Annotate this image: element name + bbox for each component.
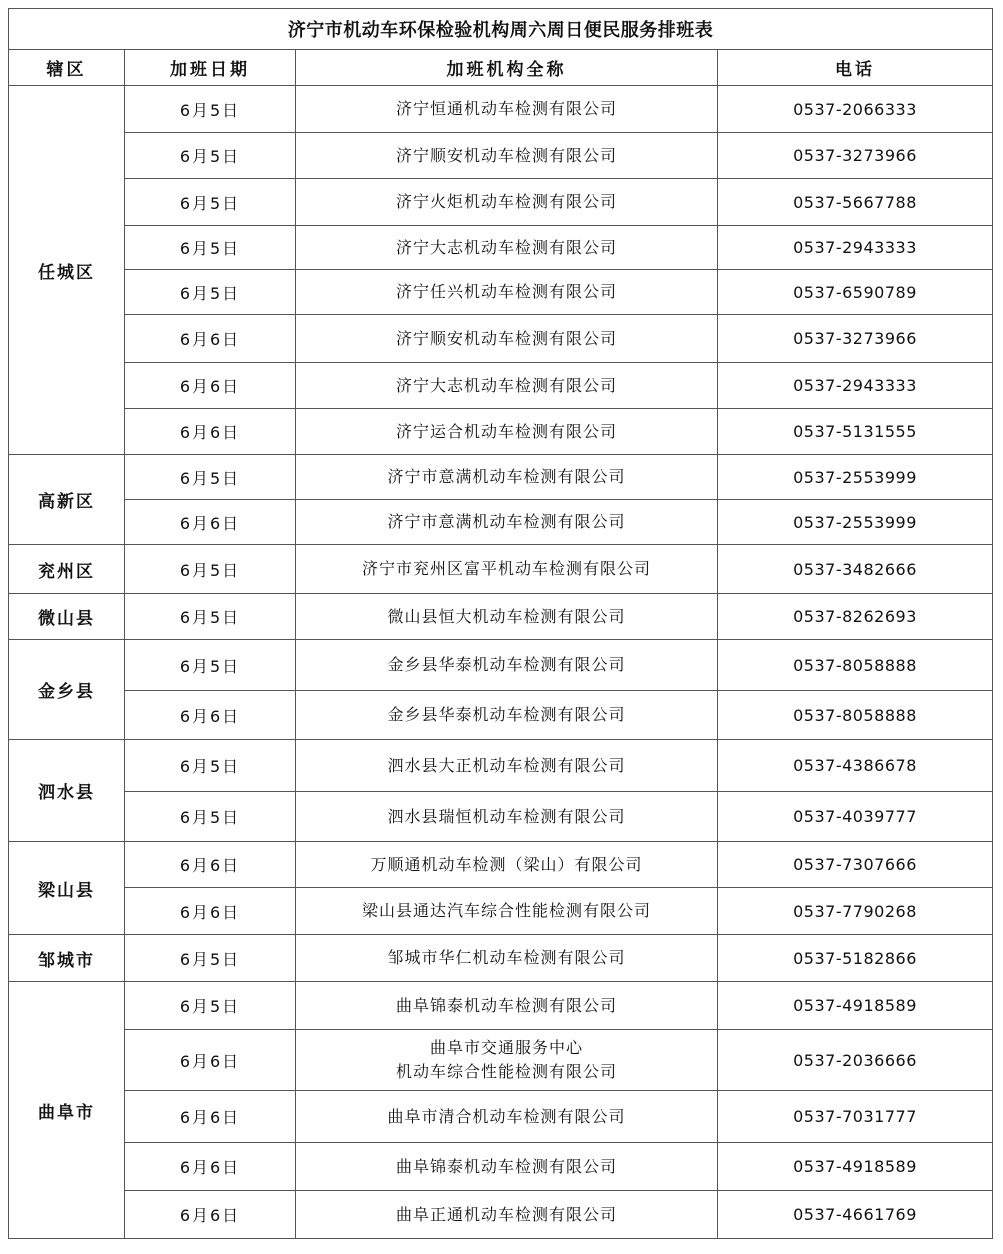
organization-name-line: 金乡县华泰机动车检测有限公司: [387, 705, 626, 724]
organization-cell: [296, 740, 718, 792]
organization-cell: [296, 640, 718, 691]
phone-cell: 0537-4661769: [718, 1191, 993, 1239]
organization-name-line: 济宁市意满机动车检测有限公司: [387, 512, 626, 531]
table-row: [9, 594, 993, 640]
table-title: 济宁市机动车环保检验机构周六周日便民服务排班表: [9, 9, 993, 50]
organization-cell: [296, 842, 718, 888]
table-row: [9, 691, 993, 740]
organization-cell: [296, 1143, 718, 1191]
title-row: [9, 9, 993, 50]
table-row: [9, 133, 993, 179]
date-cell: 6月5日: [125, 226, 296, 270]
organization-name-line: 万顺通机动车检测（梁山）有限公司: [370, 854, 643, 874]
organization-name-line: 济宁顺安机动车检测有限公司: [395, 328, 617, 348]
date-cell: 6月6日: [125, 691, 296, 740]
date-cell: 6月6日: [125, 363, 296, 409]
phone-cell: 0537-3482666: [718, 545, 993, 594]
organization-cell: [296, 594, 718, 640]
organization-cell: [296, 1191, 718, 1239]
district-cell: 泗水县: [9, 740, 125, 842]
organization-cell: [296, 409, 718, 455]
district-cell: 兖州区: [9, 545, 125, 594]
table-row: [9, 982, 993, 1030]
table-row: [9, 1191, 993, 1239]
district-cell: 金乡县: [9, 640, 125, 740]
date-cell: 6月6日: [125, 1030, 296, 1091]
district-cell: 高新区: [9, 455, 125, 545]
table-row: [9, 86, 993, 133]
date-cell: 6月5日: [125, 133, 296, 179]
phone-cell: 0537-2943333: [718, 363, 993, 409]
organization-name-line: 泗水县瑞恒机动车检测有限公司: [387, 806, 626, 826]
phone-cell: 0537-4918589: [718, 982, 993, 1030]
organization-name-line: 金乡县华泰机动车检测有限公司: [387, 655, 626, 674]
table-row: [9, 315, 993, 363]
date-cell: 6月5日: [125, 455, 296, 500]
organization-name-line: 曲阜市清合机动车检测有限公司: [387, 1106, 626, 1126]
date-cell: 6月6日: [125, 1091, 296, 1143]
table-row: [9, 226, 993, 270]
organization-cell: [296, 1030, 718, 1091]
phone-cell: 0537-7031777: [718, 1091, 993, 1143]
phone-cell: 0537-8262693: [718, 594, 993, 640]
phone-cell: 0537-2943333: [718, 226, 993, 270]
header-date: 加班日期: [125, 50, 296, 86]
organization-name-line: 泗水县大正机动车检测有限公司: [387, 755, 626, 775]
date-cell: 6月5日: [125, 270, 296, 315]
organization-name-line: 济宁顺安机动车检测有限公司: [395, 145, 617, 165]
organization-name-line: 邹城市华仁机动车检测有限公司: [387, 948, 626, 967]
organization-name-line: 曲阜锦泰机动车检测有限公司: [395, 1156, 617, 1176]
district-cell: 梁山县: [9, 842, 125, 935]
table-row: [9, 545, 993, 594]
organization-cell: [296, 935, 718, 982]
organization-name-line: 微山县恒大机动车检测有限公司: [387, 606, 626, 626]
header-phone: 电话: [718, 50, 993, 86]
district-cell: 任城区: [9, 86, 125, 455]
phone-cell: 0537-7790268: [718, 888, 993, 935]
phone-cell: 0537-5182866: [718, 935, 993, 982]
organization-name-line: 济宁大志机动车检测有限公司: [395, 375, 617, 395]
date-cell: 6月5日: [125, 640, 296, 691]
table-row: [9, 935, 993, 982]
organization-cell: [296, 500, 718, 545]
table-row: [9, 500, 993, 545]
table-row: [9, 455, 993, 500]
district-cell: 邹城市: [9, 935, 125, 982]
table-row: [9, 888, 993, 935]
header-row: [9, 50, 993, 86]
date-cell: 6月5日: [125, 545, 296, 594]
date-cell: 6月5日: [125, 179, 296, 226]
organization-cell: [296, 86, 718, 133]
date-cell: 6月5日: [125, 594, 296, 640]
organization-cell: [296, 455, 718, 500]
phone-cell: 0537-5667788: [718, 179, 993, 226]
table-row: [9, 363, 993, 409]
organization-cell: [296, 1091, 718, 1143]
phone-cell: 0537-4039777: [718, 792, 993, 842]
phone-cell: 0537-4918589: [718, 1143, 993, 1191]
organization-name-line: 济宁市意满机动车检测有限公司: [387, 467, 626, 486]
schedule-body: [9, 86, 993, 1239]
organization-name-line: 曲阜市交通服务中心: [429, 1038, 583, 1057]
organization-name-line: 曲阜锦泰机动车检测有限公司: [395, 995, 617, 1015]
organization-name-line: 济宁火炬机动车检测有限公司: [395, 192, 617, 211]
phone-cell: 0537-3273966: [718, 133, 993, 179]
date-cell: 6月5日: [125, 740, 296, 792]
organization-name-line: 济宁任兴机动车检测有限公司: [395, 282, 617, 301]
organization-name-line: 梁山县通达汽车综合性能检测有限公司: [361, 901, 651, 920]
phone-cell: 0537-2036666: [718, 1030, 993, 1091]
table-row: [9, 1030, 993, 1091]
organization-cell: [296, 315, 718, 363]
header-organization: 加班机构全称: [296, 50, 718, 86]
table-row: [9, 792, 993, 842]
table-row: [9, 740, 993, 792]
district-cell: 微山县: [9, 594, 125, 640]
phone-cell: 0537-7307666: [718, 842, 993, 888]
organization-cell: [296, 133, 718, 179]
phone-cell: 0537-2066333: [718, 86, 993, 133]
date-cell: 6月6日: [125, 409, 296, 455]
date-cell: 6月5日: [125, 792, 296, 842]
organization-cell: [296, 226, 718, 270]
organization-name-line: 济宁运合机动车检测有限公司: [395, 421, 617, 441]
date-cell: 6月6日: [125, 1143, 296, 1191]
phone-cell: 0537-8058888: [718, 640, 993, 691]
phone-cell: 0537-2553999: [718, 500, 993, 545]
organization-name-line: 济宁市兖州区富平机动车检测有限公司: [361, 559, 651, 578]
table-row: [9, 1091, 993, 1143]
organization-cell: [296, 792, 718, 842]
header-district: 辖区: [9, 50, 125, 86]
organization-cell: [296, 363, 718, 409]
organization-name-line: 济宁大志机动车检测有限公司: [395, 237, 617, 257]
organization-name-line: 机动车综合性能检测有限公司: [395, 1062, 617, 1081]
organization-name-line: 济宁恒通机动车检测有限公司: [395, 99, 617, 118]
organization-cell: [296, 691, 718, 740]
organization-cell: [296, 545, 718, 594]
district-cell: 曲阜市: [9, 982, 125, 1239]
organization-name-line: 曲阜正通机动车检测有限公司: [395, 1204, 617, 1224]
phone-cell: 0537-6590789: [718, 270, 993, 315]
date-cell: 6月6日: [125, 315, 296, 363]
table-row: [9, 842, 993, 888]
date-cell: 6月6日: [125, 842, 296, 888]
date-cell: 6月6日: [125, 888, 296, 935]
organization-cell: [296, 982, 718, 1030]
phone-cell: 0537-2553999: [718, 455, 993, 500]
phone-cell: 0537-4386678: [718, 740, 993, 792]
date-cell: 6月5日: [125, 935, 296, 982]
table-row: [9, 640, 993, 691]
date-cell: 6月6日: [125, 500, 296, 545]
phone-cell: 0537-3273966: [718, 315, 993, 363]
table-row: [9, 1143, 993, 1191]
duty-schedule-table: [8, 8, 993, 1239]
phone-cell: 0537-8058888: [718, 691, 993, 740]
date-cell: 6月6日: [125, 1191, 296, 1239]
date-cell: 6月5日: [125, 86, 296, 133]
date-cell: 6月5日: [125, 982, 296, 1030]
phone-cell: 0537-5131555: [718, 409, 993, 455]
organization-cell: [296, 270, 718, 315]
table-row: [9, 409, 993, 455]
organization-cell: [296, 888, 718, 935]
table-row: [9, 270, 993, 315]
table-row: [9, 179, 993, 226]
organization-cell: [296, 179, 718, 226]
